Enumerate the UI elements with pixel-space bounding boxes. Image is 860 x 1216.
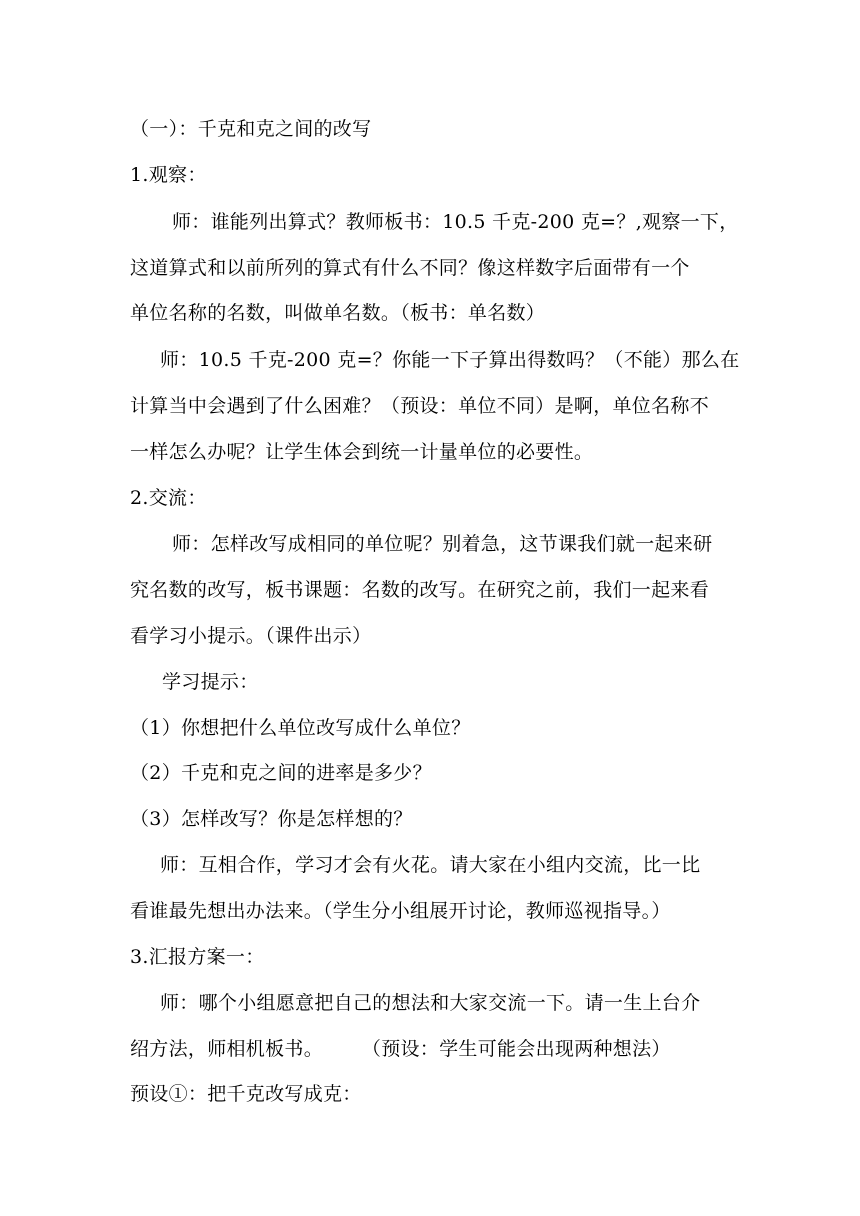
tip-item: （1）你想把什么单位改写成什么单位？: [130, 717, 471, 739]
tip-item: （3）怎样改写？你是怎样想的？: [130, 808, 413, 830]
paragraph-line: 师：怎样改写成相同的单位呢？别着急，这节课我们就一起来研: [172, 533, 713, 555]
tip-item: （2）千克和克之间的进率是多少？: [130, 762, 432, 784]
paragraph-line: 这道算式和以前所列的算式有什么不同？像这样数字后面带有一个: [130, 257, 690, 279]
step-heading-observe: 1.观察：: [130, 164, 207, 186]
paragraph-line: 究名数的改写，板书课题：名数的改写。在研究之前，我们一起来看: [130, 579, 710, 601]
section-heading: （一）：千克和克之间的改写: [130, 118, 372, 140]
paragraph-line: 师：互相合作，学习才会有火花。请大家在小组内交流，比一比: [160, 854, 701, 876]
step-heading-exchange: 2.交流：: [130, 487, 207, 509]
step-heading-report: 3.汇报方案一：: [130, 946, 265, 968]
tips-heading: 学习提示：: [162, 671, 259, 693]
preset-heading: 预设①：把千克改写成克：: [130, 1083, 362, 1105]
paragraph-line: 师：谁能列出算式？教师板书：10.5 千克-200 克=？,观察一下，: [172, 211, 739, 233]
paragraph-line: 看学习小提示。（课件出示）: [130, 625, 372, 647]
paragraph-line: 单位名称的名数，叫做单名数。（板书：单名数）: [130, 302, 546, 324]
paragraph-line: 师：哪个小组愿意把自己的想法和大家交流一下。请一生上台介: [160, 992, 701, 1014]
paragraph-line: 一样怎么办呢？让学生体会到统一计量单位的必要性。: [130, 441, 594, 463]
paragraph-line: 看谁最先想出办法来。（学生分小组展开讨论，教师巡视指导。）: [130, 900, 671, 922]
paragraph-line: 师：10.5 千克-200 克=？你能一下子算出得数吗？（不能）那么在: [160, 349, 740, 371]
paragraph-line: 计算当中会遇到了什么困难？（预设：单位不同）是啊，单位名称不: [130, 395, 710, 417]
paragraph-line: 绍方法，师相机板书。 （预设：学生可能会出现两种想法）: [130, 1038, 671, 1060]
